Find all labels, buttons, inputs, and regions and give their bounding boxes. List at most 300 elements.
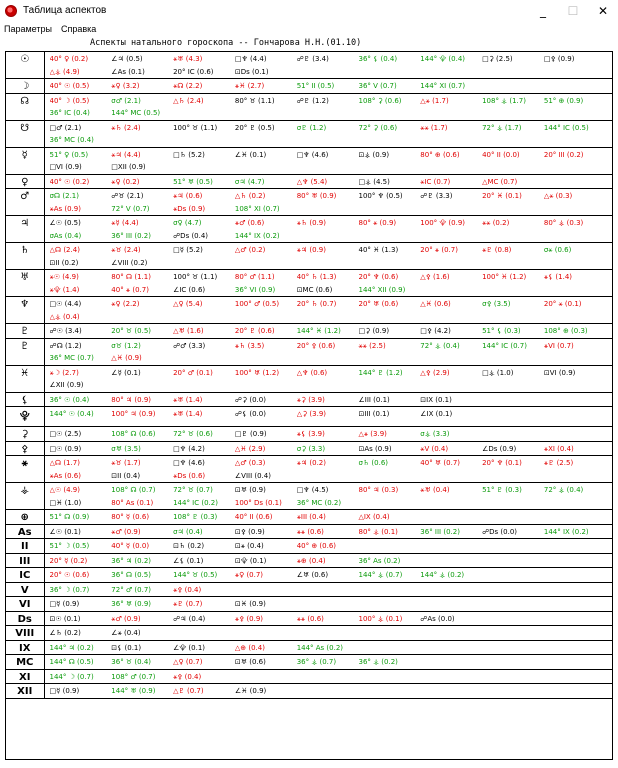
row-symbol: ⊕: [6, 510, 44, 525]
aspect-cell: □♆ (4.6): [296, 150, 329, 159]
aspect-cell: 20° ♄ (0.7): [296, 300, 337, 308]
aspect-cell: ⚹XI (0.4): [543, 444, 574, 453]
row-symbol: ♇: [6, 324, 44, 339]
aspect-cell: ⚹V (0.4): [420, 444, 449, 453]
aspect-cell: 100° ⚶ (0.1): [358, 614, 403, 623]
aspect-cell: σ☊ (2.1): [49, 192, 79, 200]
row-aspects: [44, 524, 612, 539]
aspect-cell: 144° As (0.2): [296, 643, 344, 652]
aspect-cell: □☉ (4.4): [49, 300, 82, 308]
aspect-line: [50, 217, 613, 230]
aspect-line: [50, 627, 613, 640]
row-symbol: IX: [6, 640, 44, 655]
aspect-cell: 144° ♅ (0.9): [111, 687, 156, 695]
aspect-cell: ⊡⯓ (0.1): [234, 556, 267, 565]
aspect-line: [50, 443, 613, 456]
menu-bar: [0, 21, 618, 36]
aspect-cell: ∠☿ (0.1): [111, 368, 141, 377]
aspect-cell: 51° ♅ (0.5): [173, 177, 213, 186]
aspect-cell: 40° ♓ (1.3): [358, 246, 399, 254]
row-symbol: Ds: [6, 611, 44, 626]
aspect-cell: ⊡MC (0.6): [296, 285, 333, 294]
aspect-cell: 144° IX (0.2): [234, 231, 280, 240]
aspect-cell: ∠As (0.1): [111, 67, 145, 76]
aspect-cell: ⊡⚴ (0.9): [234, 527, 265, 536]
aspect-cell: 108° ⚶ (1.7): [482, 96, 526, 105]
row-aspects: [44, 120, 612, 147]
aspect-cell: 80° ⚶ (0.3): [543, 219, 584, 227]
aspect-cell: ⚹⚹ (0.6): [296, 614, 324, 623]
aspect-cell: 20° ♇ (0.5): [234, 123, 275, 132]
aspect-cell: 20° ⚹ (0.7): [420, 246, 458, 254]
aspect-cell: 36° IC (0.4): [49, 109, 90, 117]
aspect-cell: △⚴ (1.6): [420, 273, 450, 281]
aspect-cell: △♀ (5.4): [173, 300, 203, 308]
aspect-cell: 72° ♉ (0.6): [173, 430, 213, 438]
aspect-cell: □♆ (4.4): [234, 55, 267, 63]
row-symbol: ☿: [6, 147, 44, 174]
aspect-cell: σAs (0.4): [49, 231, 82, 240]
aspect-cell: 108° ☊ (0.7): [111, 486, 156, 494]
aspect-cell: σ♇ (1.2): [296, 123, 327, 132]
aspect-row: [6, 582, 612, 597]
aspect-cell: 144° ♃ (0.2): [49, 643, 94, 652]
aspect-cell: □♓ (1.0): [49, 498, 82, 507]
aspect-cell: 144° ☊ (0.5): [49, 658, 94, 666]
aspect-cell: □☿ (5.2): [173, 246, 203, 254]
aspect-cell: ⚹☊ (2.2): [173, 82, 203, 90]
row-symbol: XII: [6, 684, 44, 699]
aspect-cell: 144° ☽ (0.7): [49, 672, 94, 681]
aspect-cell: σ♃ (4.7): [234, 177, 265, 186]
aspect-cell: ⚹⚹ (0.6): [296, 527, 324, 536]
row-aspects: [44, 655, 612, 670]
aspect-row: [6, 174, 612, 189]
row-aspects: [44, 243, 612, 270]
aspect-cell: σ♉ (1.2): [111, 341, 141, 350]
aspect-cell: 100° ♅ (1.2): [234, 368, 280, 377]
row-symbol: XI: [6, 669, 44, 684]
aspect-cell: △⚶ (0.4): [49, 312, 80, 321]
aspect-cell: ☍♉ (2.1): [111, 192, 144, 200]
aspect-cell: △♆ (5.4): [296, 177, 328, 186]
row-symbol: ♅: [6, 270, 44, 297]
aspect-cell: ⚹⚴ (0.9): [234, 614, 264, 623]
row-symbol: ☊: [6, 93, 44, 120]
aspect-cell: ⚹Ds (0.6): [173, 471, 206, 480]
aspect-cell: □⚶ (1.0): [482, 368, 514, 377]
title-bar: [0, 0, 618, 21]
aspect-cell: ⚹♇ (0.7): [173, 600, 203, 608]
aspect-cell: ⊡⚶ (0.9): [358, 150, 390, 159]
aspect-cell: ⊡⚸ (0.1): [111, 643, 142, 652]
aspect-cell: 51° ☊ (0.9): [49, 513, 90, 521]
row-symbol: ♇: [6, 338, 44, 365]
aspect-line: [50, 408, 613, 421]
aspect-cell: ⚹♃ (0.2): [296, 459, 326, 467]
row-aspects: [44, 392, 612, 407]
aspect-cell: 108° ⊕ (0.3): [543, 327, 588, 335]
aspect-cell: σ♀ (4.7): [173, 219, 202, 227]
aspect-line: [50, 244, 613, 257]
aspect-line: [50, 685, 613, 698]
aspect-cell: □⚳ (0.9): [358, 327, 390, 335]
aspect-row: [6, 640, 612, 655]
aspect-cell: 72° ♂ (0.7): [111, 585, 152, 594]
aspect-cell: 36° ☊ (0.5): [111, 571, 151, 579]
aspect-cell: 108° ⚳ (0.6): [358, 96, 402, 105]
aspect-line: [50, 569, 613, 582]
aspect-cell: □⚴ (4.2): [420, 327, 451, 335]
row-symbol: ⚶: [6, 483, 44, 510]
row-aspects: [44, 147, 612, 174]
aspect-line: [50, 613, 613, 626]
aspect-row: [6, 189, 612, 216]
aspect-cell: 51° ⊕ (0.9): [543, 96, 584, 105]
aspect-cell: 20° ♓ (0.1): [482, 192, 522, 200]
aspect-cell: ⚹♇ (2.5): [543, 459, 574, 467]
aspect-cell: △⚳ (3.9): [296, 410, 327, 418]
aspect-cell: 20° ♉ (0.5): [111, 327, 152, 335]
aspect-cell: △♅ (1.6): [173, 327, 204, 335]
aspect-cell: 36° MC (0.7): [49, 354, 94, 362]
aspect-cell: 144° ⯓ (0.4): [420, 55, 466, 63]
aspect-cell: ⚹⚴ (0.4): [173, 672, 202, 681]
aspect-cell: □⚴ (0.9): [543, 55, 575, 63]
aspect-cell: 40° ⚹ (0.7): [111, 285, 149, 294]
row-aspects: [44, 510, 612, 525]
aspect-row: [6, 510, 612, 525]
aspect-line: [50, 203, 613, 216]
aspect-cell: □♆ (4.5): [296, 486, 329, 494]
aspect-cell: △IX (0.4): [358, 513, 390, 521]
aspect-row: [6, 427, 612, 442]
aspect-cell: ⚹⚴ (0.4): [173, 585, 202, 594]
aspect-cell: ∠IC (0.6): [173, 285, 206, 294]
aspect-cell: ⊡VI (0.9): [543, 368, 576, 377]
aspect-row: [6, 243, 612, 270]
row-aspects: [44, 365, 612, 392]
aspect-row: [6, 553, 612, 568]
aspect-cell: 80° ♅ (0.9): [296, 192, 337, 200]
aspect-cell: 144° ♉ (0.5): [173, 571, 218, 579]
aspect-cell: 144° XII (0.9): [358, 285, 406, 294]
row-symbol: ♄: [6, 243, 44, 270]
aspect-cell: 100° ♓ (1.2): [482, 273, 527, 281]
aspect-cell: 108° XI (0.7): [234, 204, 280, 213]
aspect-cell: 36° MC (0.4): [49, 136, 94, 144]
aspect-cell: □XII (0.9): [111, 163, 146, 171]
aspect-row: [6, 456, 612, 483]
aspect-cell: 36° ⚸ (0.4): [358, 55, 398, 63]
aspect-row: [6, 597, 612, 612]
aspect-cell: △♓ (0.6): [420, 300, 451, 308]
row-aspects: [44, 93, 612, 120]
aspect-line: [50, 598, 613, 611]
aspect-cell: □☿ (0.9): [49, 600, 80, 608]
aspect-cell: □☉ (0.9): [49, 444, 82, 453]
aspect-cell: △⚹ (1.7): [420, 96, 449, 105]
aspect-line: [50, 134, 613, 147]
aspect-cell: 144° MC (0.5): [111, 109, 161, 117]
aspect-row: [6, 216, 612, 243]
aspect-row: [6, 52, 612, 79]
aspect-cell: 72° ⚶ (0.4): [420, 341, 460, 350]
table-caption: Аспекты натального гороскопа -- Гончарова Н.Н.(01.10): [90, 38, 362, 48]
aspect-row: [6, 669, 612, 684]
aspect-cell: 36° ☽ (0.7): [49, 585, 90, 594]
aspect-cell: 144° IX (0.2): [543, 527, 589, 536]
row-aspects: [44, 174, 612, 189]
aspect-cell: ⚹VI (0.7): [543, 341, 574, 350]
aspect-cell: 80° ⊕ (0.6): [420, 150, 460, 159]
aspect-row: [6, 626, 612, 641]
aspect-cell: 80° ♃ (0.9): [111, 395, 152, 404]
aspect-line: [50, 497, 613, 510]
row-symbol: VIII: [6, 626, 44, 641]
aspect-row: [6, 120, 612, 147]
row-aspects: [44, 324, 612, 339]
row-aspects: [44, 52, 612, 79]
aspect-line: [50, 284, 613, 297]
aspect-cell: ∠♃ (0.5): [111, 55, 143, 63]
aspect-cell: ☍☉ (3.4): [49, 327, 82, 335]
aspect-cell: 40° II (0.0): [482, 150, 520, 159]
aspect-cell: ⚹Ds (0.9): [173, 204, 206, 213]
aspect-cell: 36° III (0.2): [420, 527, 460, 536]
aspect-cell: ⚹⚹ (1.7): [420, 123, 448, 132]
aspect-cell: 80° ♃ (0.3): [358, 486, 399, 494]
aspect-cell: ⊡♓ (0.9): [234, 600, 266, 608]
aspect-cell: ☍⚸ (0.0): [234, 410, 266, 418]
aspect-cell: 100° Ds (0.1): [234, 498, 282, 507]
aspect-cell: ⚹⚹ (2.5): [358, 341, 386, 350]
aspect-cell: △⚴ (2.9): [420, 368, 450, 377]
aspect-cell: 80° As (0.1): [111, 498, 154, 507]
aspect-cell: △♂ (0.3): [234, 459, 266, 467]
aspect-cell: 20° IC (0.6): [173, 67, 214, 76]
aspect-row: [6, 611, 612, 626]
row-aspects: [44, 483, 612, 510]
row-aspects: [44, 568, 612, 583]
aspect-cell: ⚹☽ (2.7): [49, 368, 79, 377]
aspect-row: [6, 338, 612, 365]
aspect-cell: ∠♓ (0.9): [234, 687, 267, 695]
aspect-cell: 36° ♃ (0.2): [111, 556, 152, 565]
row-symbol: III: [6, 553, 44, 568]
aspect-cell: ⚹As (0.9): [49, 204, 81, 213]
aspect-line: [50, 540, 613, 553]
aspect-line: [50, 271, 613, 284]
row-symbol: As: [6, 524, 44, 539]
window-title: Таблица аспектов: [23, 5, 107, 16]
aspect-cell: ☍Ds (0.4): [173, 231, 209, 240]
aspect-cell: 20° ♆ (0.6): [358, 273, 399, 281]
aspect-cell: 20° ⚹ (0.1): [543, 300, 582, 308]
aspect-cell: 108° ♂ (0.7): [111, 672, 156, 681]
row-symbol: ☉: [6, 52, 44, 79]
aspect-cell: △♓ (2.9): [234, 444, 266, 453]
aspect-cell: σ♂ (2.1): [111, 96, 141, 105]
aspect-cell: 36° As (0.2): [358, 556, 401, 565]
row-symbol: ⚹: [6, 456, 44, 483]
aspect-cell: 80° ☊ (1.1): [111, 273, 151, 281]
aspect-cell: △⚹ (3.9): [358, 430, 387, 438]
aspect-cell: △♂ (0.2): [234, 246, 266, 254]
row-symbol: II: [6, 539, 44, 554]
menu-help[interactable]: Справка: [60, 23, 97, 34]
aspect-cell: 36° ☉ (0.4): [49, 395, 90, 404]
aspect-line: [50, 340, 613, 353]
aspect-cell: □♆ (4.6): [173, 459, 205, 467]
aspect-line: [50, 53, 613, 66]
aspect-cell: ⚹⚸ (1.4): [543, 273, 573, 281]
aspect-cell: ☍⚳ (0.0): [234, 395, 266, 404]
aspect-line: [50, 298, 613, 311]
row-aspects: [44, 626, 612, 641]
aspect-cell: 36° V (0.7): [358, 82, 397, 90]
aspect-line: [50, 352, 613, 365]
aspect-cell: △♄ (0.2): [234, 192, 266, 200]
aspect-cell: 40° ☉ (0.2): [49, 177, 90, 186]
row-aspects: [44, 539, 612, 554]
aspect-cell: ⚹♄ (0.9): [296, 219, 326, 227]
aspect-cell: △♓ (0.9): [111, 354, 142, 362]
aspect-row: [6, 93, 612, 120]
aspect-cell: ∠IX (0.1): [420, 410, 453, 418]
aspect-cell: ⊡II (0.2): [49, 258, 79, 267]
aspect-cell: σ♅ (3.5): [111, 444, 141, 453]
aspect-cell: ☍♇ (3.4): [296, 55, 329, 63]
row-symbol: VI: [6, 597, 44, 612]
row-aspects: [44, 684, 612, 699]
aspect-cell: ⚹♀ (0.2): [111, 177, 140, 186]
aspect-row: [6, 79, 612, 94]
row-symbol: MC: [6, 655, 44, 670]
aspect-cell: σ⚳ (3.3): [296, 444, 326, 453]
aspect-cell: ⚹♂ (0.9): [111, 614, 141, 623]
aspect-cell: 100° ⯓ (0.9): [420, 219, 466, 227]
aspect-line: [50, 642, 613, 655]
row-symbol: ☋: [6, 120, 44, 147]
aspect-cell: ⚹⚸ (3.9): [296, 430, 325, 438]
aspect-cell: 108° ☊ (0.6): [111, 430, 156, 438]
aspect-line: [50, 325, 613, 338]
aspect-line: [50, 457, 613, 470]
row-aspects: [44, 297, 612, 324]
row-symbol: ♂: [6, 189, 44, 216]
aspect-cell: ⚹♃ (0.9): [296, 246, 326, 254]
aspect-cell: ⚹⚹ (0.2): [482, 219, 510, 227]
row-symbol: ♃: [6, 216, 44, 243]
aspect-cell: 72° ⚶ (1.7): [482, 123, 522, 132]
aspect-cell: 40° II (0.6): [234, 513, 273, 521]
aspect-line: [50, 428, 613, 441]
aspect-cell: 36° VI (0.9): [234, 285, 276, 294]
aspect-row: [6, 147, 612, 174]
aspect-cell: 20° ♅ (0.6): [358, 300, 399, 308]
row-aspects: [44, 338, 612, 365]
aspect-cell: ⚹⚳ (3.9): [296, 395, 325, 404]
app-icon: [5, 5, 17, 17]
aspect-row: [6, 441, 612, 456]
aspect-cell: ⚹♅ (0.4): [420, 486, 450, 494]
aspect-cell: ⚹♅ (4.3): [173, 55, 203, 63]
minimize-button[interactable]: _: [540, 3, 546, 18]
aspect-cell: ⊡♄ (0.2): [173, 542, 205, 550]
aspect-row: [6, 407, 612, 427]
row-symbol: ⚳: [6, 427, 44, 442]
window-controls: [528, 0, 618, 21]
aspect-line: [50, 394, 613, 407]
row-aspects: [44, 427, 612, 442]
aspect-line: [50, 95, 613, 108]
aspect-cell: ⚹♃ (0.6): [173, 192, 203, 200]
aspect-cell: 20° ♇ (0.6): [234, 327, 275, 335]
maximize-button[interactable]: ☐: [567, 3, 579, 18]
aspect-row: [6, 483, 612, 510]
aspect-cell: 51° II (0.5): [296, 82, 335, 90]
row-aspects: [44, 407, 612, 427]
row-symbol: ⚸: [6, 392, 44, 407]
menu-parameters[interactable]: Параметры: [4, 23, 52, 34]
aspect-cell: ⚹☉ (4.9): [49, 273, 79, 281]
aspect-cell: σ♃ (0.4): [173, 527, 203, 536]
aspect-cell: △⚹ (0.3): [543, 192, 573, 200]
aspect-cell: △♄ (2.4): [173, 96, 204, 105]
aspect-cell: ⚹♉ (2.4): [111, 246, 141, 254]
aspect-cell: □⚶ (4.5): [358, 177, 390, 186]
aspect-cell: 72° ⚳ (0.6): [358, 123, 398, 132]
aspect-cell: σ⚴ (3.5): [482, 300, 511, 308]
aspect-cell: 144° IC (0.7): [482, 341, 527, 350]
aspect-cell: ⚹♂ (0.6): [234, 219, 265, 227]
close-button[interactable]: ✕: [597, 3, 609, 18]
aspect-cell: 144° ⚶ (0.7): [358, 571, 403, 579]
aspect-cell: ∠Ds (0.9): [482, 444, 517, 453]
aspect-line: [50, 190, 613, 203]
aspect-cell: ⊡IX (0.1): [420, 395, 452, 404]
aspect-cell: □♂ (2.1): [49, 123, 82, 132]
aspect-cell: ☍♇ (3.3): [420, 192, 453, 200]
aspect-line: [50, 311, 613, 324]
aspect-cell: □☿ (0.9): [49, 687, 80, 695]
aspect-cell: △☊ (2.4): [49, 246, 80, 254]
aspect-cell: ⚹⊕ (0.4): [296, 556, 326, 565]
aspect-cell: ⚹♀ (3.2): [111, 82, 140, 90]
aspect-cell: 72° V (0.7): [111, 204, 150, 213]
row-symbol: ♓: [6, 365, 44, 392]
aspects-table: [5, 51, 613, 760]
aspect-cell: ⚹As (0.6): [49, 471, 81, 480]
row-symbol: V: [6, 582, 44, 597]
aspect-line: [50, 526, 613, 539]
aspect-cell: □♇ (0.9): [234, 430, 267, 438]
row-aspects: [44, 441, 612, 456]
aspect-cell: ∠⚹ (0.4): [111, 629, 141, 637]
aspect-cell: ⚹III (0.4): [296, 513, 326, 521]
aspect-cell: σ♄ (0.6): [358, 459, 389, 467]
aspect-cell: ☍☊ (1.2): [49, 341, 82, 350]
aspect-cell: 100° ♆ (0.5): [358, 192, 403, 200]
aspect-cell: ☍Ds (0.0): [482, 527, 518, 536]
aspect-cell: ⚹IC (0.7): [420, 177, 451, 186]
aspect-cell: ☍♂ (3.3): [173, 341, 206, 350]
aspect-cell: ⚹♅ (1.4): [173, 410, 203, 418]
aspect-cell: 20° ☉ (0.6): [49, 571, 90, 579]
aspect-cell: ∠☉ (0.1): [49, 527, 81, 536]
aspect-cell: 40° ☿ (0.0): [111, 542, 150, 550]
